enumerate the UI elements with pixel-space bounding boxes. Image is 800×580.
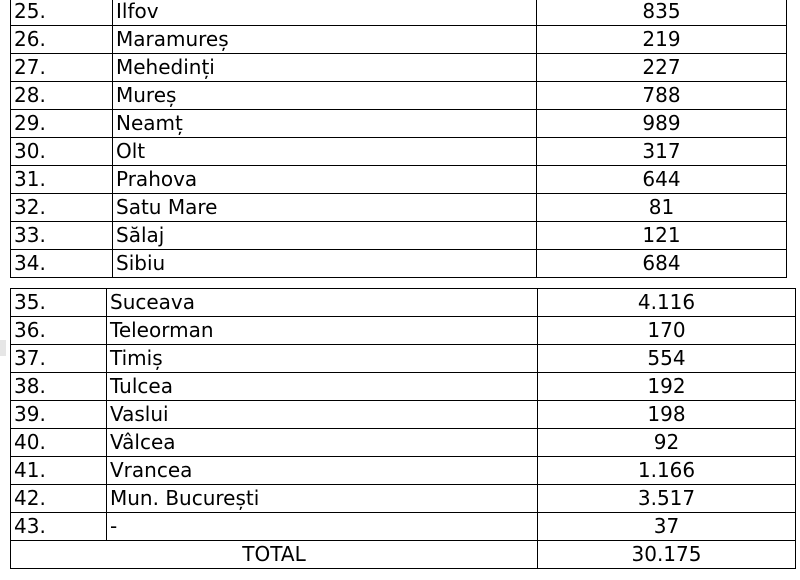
county-value: 644: [537, 166, 787, 194]
table-row: [11, 429, 796, 457]
table-row: [11, 317, 796, 345]
row-number: 30.: [11, 138, 113, 166]
margin-mark: [0, 340, 6, 356]
row-number: 34.: [11, 250, 113, 278]
county-value: 554: [538, 345, 796, 373]
row-number: 40.: [11, 429, 107, 457]
row-number: 36.: [11, 317, 107, 345]
county-name: Sălaj: [113, 222, 537, 250]
county-name: Teleorman: [107, 317, 538, 345]
row-number: 43.: [11, 513, 107, 541]
table-row: [11, 457, 796, 485]
table-row: [11, 54, 787, 82]
county-name: Satu Mare: [113, 194, 537, 222]
county-table-top: [10, 0, 787, 278]
county-value: 317: [537, 138, 787, 166]
county-value: 3.517: [538, 485, 796, 513]
table-row: [11, 166, 787, 194]
table-row: [11, 485, 796, 513]
county-name: Suceava: [107, 289, 538, 317]
county-table-bottom: [10, 288, 796, 569]
row-number: 27.: [11, 54, 113, 82]
table-row: [11, 345, 796, 373]
county-name: Mureș: [113, 82, 537, 110]
table-row: [11, 0, 787, 26]
table-row: [11, 373, 796, 401]
row-number: 25.: [11, 0, 113, 26]
county-value: 92: [538, 429, 796, 457]
county-name: Prahova: [113, 166, 537, 194]
table-row: [11, 138, 787, 166]
row-number: 33.: [11, 222, 113, 250]
row-number: 26.: [11, 26, 113, 54]
county-name: Mehedinți: [113, 54, 537, 82]
table-row: [11, 289, 796, 317]
county-value: 4.116: [538, 289, 796, 317]
county-name: Vâlcea: [107, 429, 538, 457]
county-value: 1.166: [538, 457, 796, 485]
page-break-gap: [0, 279, 800, 288]
table-row: [11, 250, 787, 278]
county-name: Neamț: [113, 110, 537, 138]
county-name: Mun. București: [107, 485, 538, 513]
county-value: 170: [538, 317, 796, 345]
county-name: Timiș: [107, 345, 538, 373]
row-number: 37.: [11, 345, 107, 373]
total-value: 30.175: [538, 541, 796, 569]
table-row: [11, 194, 787, 222]
table-row: [11, 26, 787, 54]
county-name: -: [107, 513, 538, 541]
table-row: [11, 513, 796, 541]
row-number: 42.: [11, 485, 107, 513]
county-value: 219: [537, 26, 787, 54]
county-name: Maramureș: [113, 26, 537, 54]
county-name: Tulcea: [107, 373, 538, 401]
row-number: 39.: [11, 401, 107, 429]
county-value: 227: [537, 54, 787, 82]
county-value: 788: [537, 82, 787, 110]
county-name: Sibiu: [113, 250, 537, 278]
row-number: 29.: [11, 110, 113, 138]
county-name: Vaslui: [107, 401, 538, 429]
row-number: 28.: [11, 82, 113, 110]
county-value: 37: [538, 513, 796, 541]
table-body-top: [11, 0, 787, 278]
row-number: 38.: [11, 373, 107, 401]
county-name: Vrancea: [107, 457, 538, 485]
county-value: 121: [537, 222, 787, 250]
row-number: 41.: [11, 457, 107, 485]
county-value: 835: [537, 0, 787, 26]
county-value: 198: [538, 401, 796, 429]
county-name: Ilfov: [113, 0, 537, 26]
table-row: [11, 110, 787, 138]
table-row: [11, 82, 787, 110]
row-number: 31.: [11, 166, 113, 194]
county-value: 81: [537, 194, 787, 222]
county-value: 989: [537, 110, 787, 138]
table-row: [11, 222, 787, 250]
table-row: [11, 401, 796, 429]
row-number: 35.: [11, 289, 107, 317]
total-label: TOTAL: [11, 541, 538, 569]
county-value: 192: [538, 373, 796, 401]
county-name: Olt: [113, 138, 537, 166]
table-body-bottom: [11, 289, 796, 569]
row-number: 32.: [11, 194, 113, 222]
total-row: [11, 541, 796, 569]
county-value: 684: [537, 250, 787, 278]
